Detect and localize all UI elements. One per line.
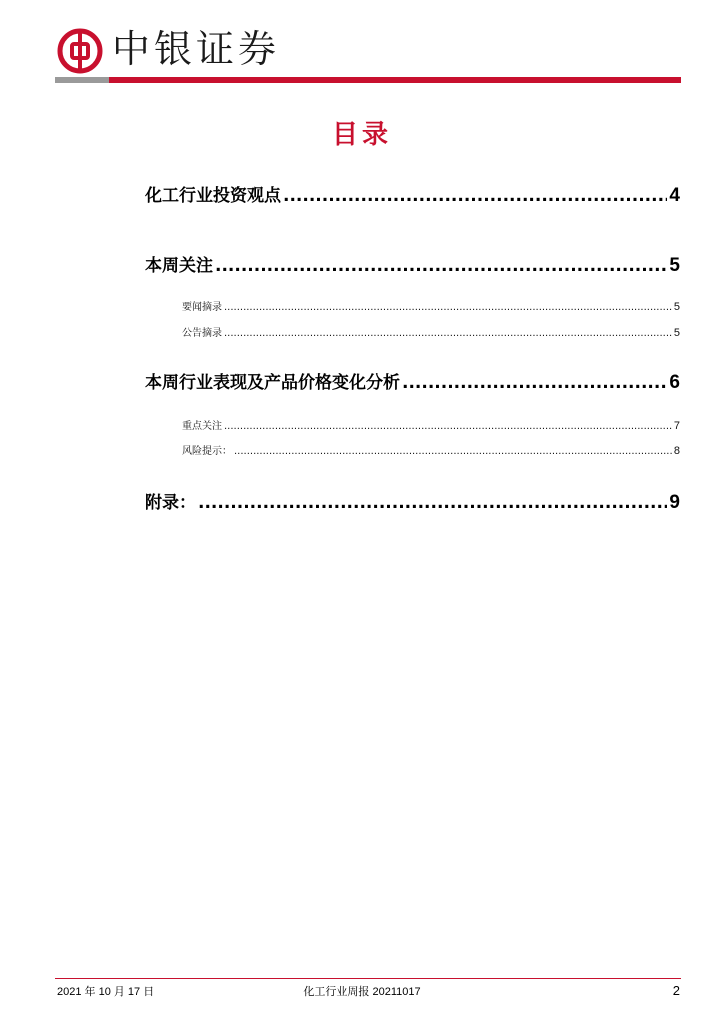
toc-leader-dots bbox=[224, 302, 672, 313]
toc-entry-page: 9 bbox=[669, 492, 680, 513]
toc-leader-dots bbox=[402, 373, 667, 393]
toc-entry-page: 5 bbox=[673, 301, 680, 313]
footer-rule bbox=[55, 978, 681, 979]
toc-entry-page: 7 bbox=[673, 420, 680, 432]
toc-entry-page: 5 bbox=[669, 255, 680, 276]
toc-entry[interactable] bbox=[145, 368, 680, 394]
toc-entry[interactable] bbox=[182, 324, 680, 339]
toc-entry-label: 附录： bbox=[145, 493, 196, 513]
toc-entry-label: 风险提示： bbox=[182, 446, 232, 457]
toc-title: 目录 bbox=[331, 120, 392, 150]
toc-entry-label: 本周关注 bbox=[145, 256, 213, 276]
footer-date: 2021 年 10 月 17 日 bbox=[57, 986, 155, 998]
toc-entry[interactable] bbox=[182, 417, 680, 432]
toc-entry-page: 8 bbox=[673, 445, 680, 457]
toc-entry[interactable] bbox=[145, 181, 680, 207]
toc-entry-label: 本周行业表现及产品价格变化分析 bbox=[145, 373, 400, 393]
header-rule-grey bbox=[55, 77, 109, 83]
toc-leader-dots bbox=[283, 186, 667, 206]
toc-entry[interactable] bbox=[182, 298, 680, 313]
toc-entry-label: 重点关注 bbox=[182, 421, 222, 432]
toc-leader-dots bbox=[234, 446, 672, 457]
toc-entry-page: 5 bbox=[673, 327, 680, 339]
footer-page-number: 2 bbox=[672, 983, 680, 998]
toc-leader-dots bbox=[215, 256, 667, 276]
toc-entry-label: 要闻摘录 bbox=[182, 302, 222, 313]
toc-entry[interactable] bbox=[145, 488, 680, 514]
toc-entry-page: 6 bbox=[669, 372, 680, 393]
toc-leader-dots bbox=[198, 493, 667, 513]
footer-report-title: 化工行业周报 20211017 bbox=[303, 986, 421, 998]
brand-name: 中银证券 bbox=[112, 27, 281, 71]
bank-of-china-logo-icon bbox=[57, 28, 103, 74]
header-rule-red bbox=[109, 77, 681, 83]
toc-leader-dots bbox=[224, 328, 672, 339]
toc-entry-label: 化工行业投资观点 bbox=[145, 186, 281, 206]
page-header bbox=[0, 0, 724, 85]
toc-leader-dots bbox=[224, 421, 672, 432]
toc-entry[interactable] bbox=[182, 442, 680, 457]
toc-entry[interactable] bbox=[145, 251, 680, 277]
toc-entry-label: 公告摘录 bbox=[182, 328, 222, 339]
toc-entry-page: 4 bbox=[669, 185, 680, 206]
